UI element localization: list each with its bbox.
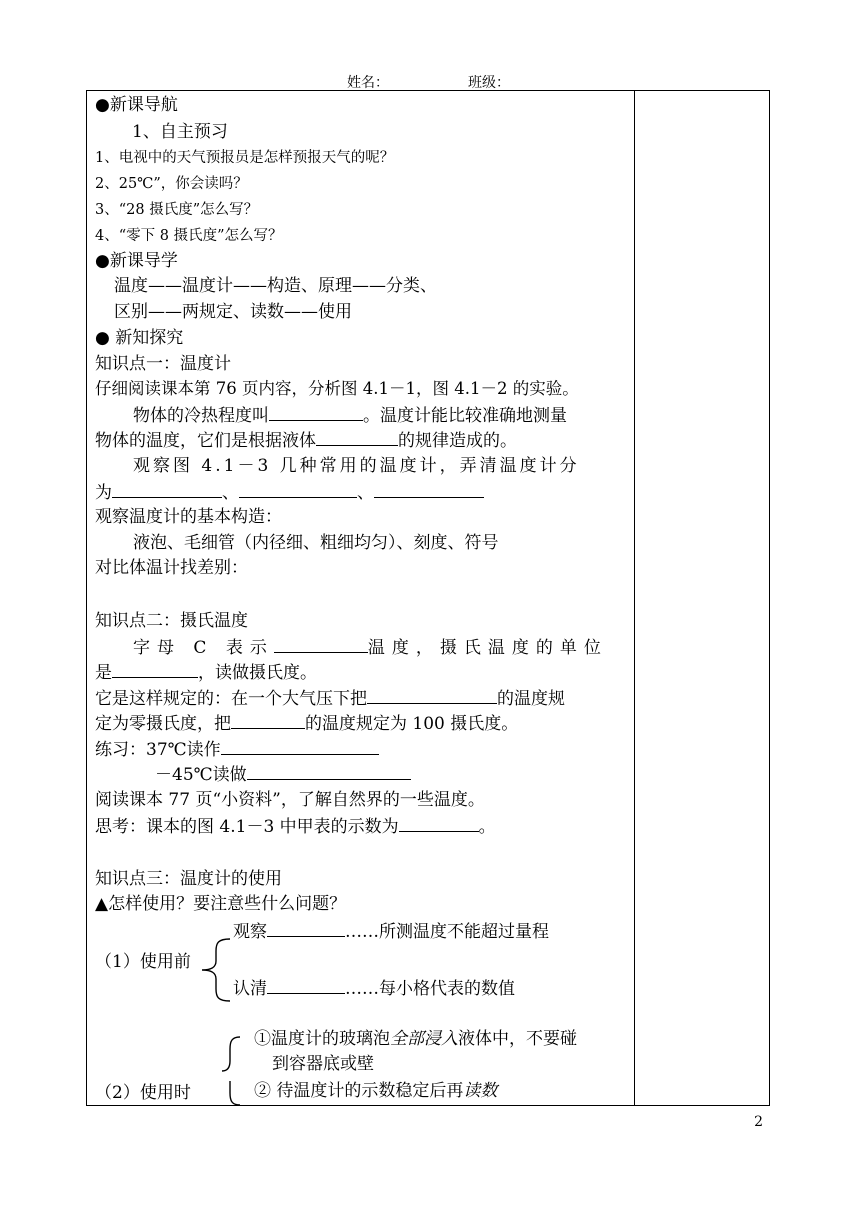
preview-question-4: 4、“零下 8 摄氏度”怎么写？ [95, 228, 283, 244]
kp3-question: ▲怎样使用？要注意些什么问题？ [95, 894, 347, 914]
kp2-exercise-2-text: －45℃读做 [155, 765, 247, 785]
before-use-item-1 [233, 919, 549, 944]
kp1-line-7: 对比体温计找差别： [95, 558, 248, 578]
during-use-item-2 [254, 1079, 497, 1103]
name-label: 姓名： [347, 75, 389, 91]
page-header [0, 70, 860, 92]
notes-column-divider [634, 90, 635, 1106]
curly-brace-icon [218, 1035, 242, 1107]
kp1-line-1 [133, 403, 567, 428]
kp1-line-3: 观察图 4.1－3 几种常用的温度计，弄清温度计分 [133, 456, 580, 476]
before-use-item-1-text: 观察 [233, 922, 267, 942]
kp2-exercise-1 [95, 737, 379, 762]
kp2-think-text: 思考：课本的图 4.1－3 中甲表的示数为 [95, 817, 399, 837]
knowledge-point-1-title: 知识点一：温度计 [95, 354, 231, 374]
during-use-item-1-text-end: 液体中，不要碰 [458, 1029, 577, 1049]
before-use-item-2 [233, 976, 515, 1001]
kp1-line-5: 观察温度计的基本构造： [95, 507, 282, 527]
blank-field[interactable] [231, 711, 305, 729]
kp1-line-2 [95, 428, 517, 453]
curly-brace-icon [196, 937, 232, 1003]
kp2-line-4-text: 定为零摄氏度，把 [95, 714, 231, 734]
preview-question-1: 1、电视中的天气预报员是怎样预报天气的呢？ [95, 150, 395, 166]
blank-field[interactable] [367, 686, 497, 704]
kp2-line-1-text: 字母 C 表示 [133, 638, 274, 658]
kp2-exercise-2 [155, 762, 411, 787]
section-new-lesson-guide: ●新课导学 [95, 251, 178, 271]
guide-line-1: 温度——温度计——构造、原理——分类、 [114, 276, 437, 296]
blank-field[interactable] [374, 480, 484, 498]
blank-field[interactable] [112, 480, 222, 498]
separator: 、 [222, 483, 239, 503]
kp1-line-4 [95, 480, 484, 505]
during-use-item-1-cont: 到容器底或壁 [272, 1054, 374, 1074]
blank-field[interactable] [399, 814, 479, 832]
kp1-line-1-text-end: 。温度计能比较准确地测量 [363, 406, 567, 426]
kp2-line-3 [95, 686, 565, 711]
blank-field[interactable] [269, 403, 363, 421]
preview-question-2: 2、25℃”，你会读吗？ [95, 176, 248, 192]
kp2-line-2-text-end: ，读做摄氏度。 [198, 663, 317, 683]
kp2-think-text-end: 。 [478, 817, 496, 837]
kp2-line-2 [95, 660, 317, 685]
preview-question-3: 3、“28 摄氏度”怎么写？ [95, 202, 259, 218]
during-use-item-1-text: ①温度计的玻璃泡 [254, 1029, 390, 1049]
separator: 、 [357, 483, 374, 503]
before-use-item-1-text-end: ……所测温度不能超过量程 [345, 922, 549, 942]
during-use-item-2-text: ② 待温度计的示数稳定后再 [254, 1081, 464, 1101]
blank-field[interactable] [112, 660, 198, 678]
blank-field[interactable] [221, 737, 379, 755]
blank-field[interactable] [239, 480, 357, 498]
before-use-item-2-text-end: ……每小格代表的数值 [345, 979, 515, 999]
kp2-line-4 [95, 711, 518, 736]
during-use-label: （2）使用时 [95, 1083, 191, 1103]
class-label: 班级： [468, 75, 510, 91]
blank-field[interactable] [267, 976, 345, 994]
self-preview-heading: 1、自主预习 [132, 122, 228, 142]
kp2-reading: 阅读课本 77 页“小资料”，了解自然界的一些温度。 [95, 790, 485, 810]
kp1-line-6: 液泡、毛细管（内径细、粗细均匀）、刻度、符号 [133, 533, 499, 553]
kp2-line-3-text: 它是这样规定的：在一个大气压下把 [95, 689, 367, 709]
during-use-item-1 [254, 1027, 577, 1051]
section-new-lesson-nav: ●新课导航 [95, 95, 178, 115]
kp1-reading-instruction: 仔细阅读课本第 76 页内容，分析图 4.1－1，图 4.1－2 的实验。 [95, 379, 579, 398]
guide-line-2: 区别——两规定、读数——使用 [114, 302, 352, 322]
knowledge-point-3-title: 知识点三：温度计的使用 [95, 869, 282, 889]
knowledge-point-2-title: 知识点二：摄氏温度 [95, 611, 248, 631]
blank-field[interactable] [316, 428, 398, 446]
kp1-line-2-text: 物体的温度，它们是根据液体 [95, 431, 316, 451]
kp2-exercise-1-text: 练习：37℃读作 [95, 740, 221, 760]
kp1-line-1-text: 物体的冷热程度叫 [133, 406, 269, 426]
kp2-line-1 [133, 635, 608, 660]
blank-field[interactable] [274, 635, 368, 653]
kp2-line-3-text-end: 的温度规 [497, 689, 565, 709]
emphasis-text: 全部浸入 [390, 1029, 458, 1049]
kp2-line-4-text-end: 的温度规定为 100 摄氏度。 [305, 714, 519, 734]
kp2-line-2-text: 是 [95, 663, 112, 683]
kp2-think [95, 814, 496, 839]
kp1-line-4-text: 为 [95, 483, 112, 503]
kp2-line-1-text-end: 温度，摄氏温度的单位 [367, 638, 608, 658]
emphasis-text: 读数 [463, 1081, 498, 1101]
section-explore: ● 新知探究 [95, 328, 184, 348]
before-use-label: （1）使用前 [95, 952, 191, 972]
kp1-line-2-text-end: 的规律造成的。 [398, 431, 517, 451]
before-use-item-2-text: 认清 [233, 979, 267, 999]
blank-field[interactable] [267, 919, 345, 937]
page-number: 2 [754, 1114, 763, 1130]
blank-field[interactable] [247, 762, 411, 780]
